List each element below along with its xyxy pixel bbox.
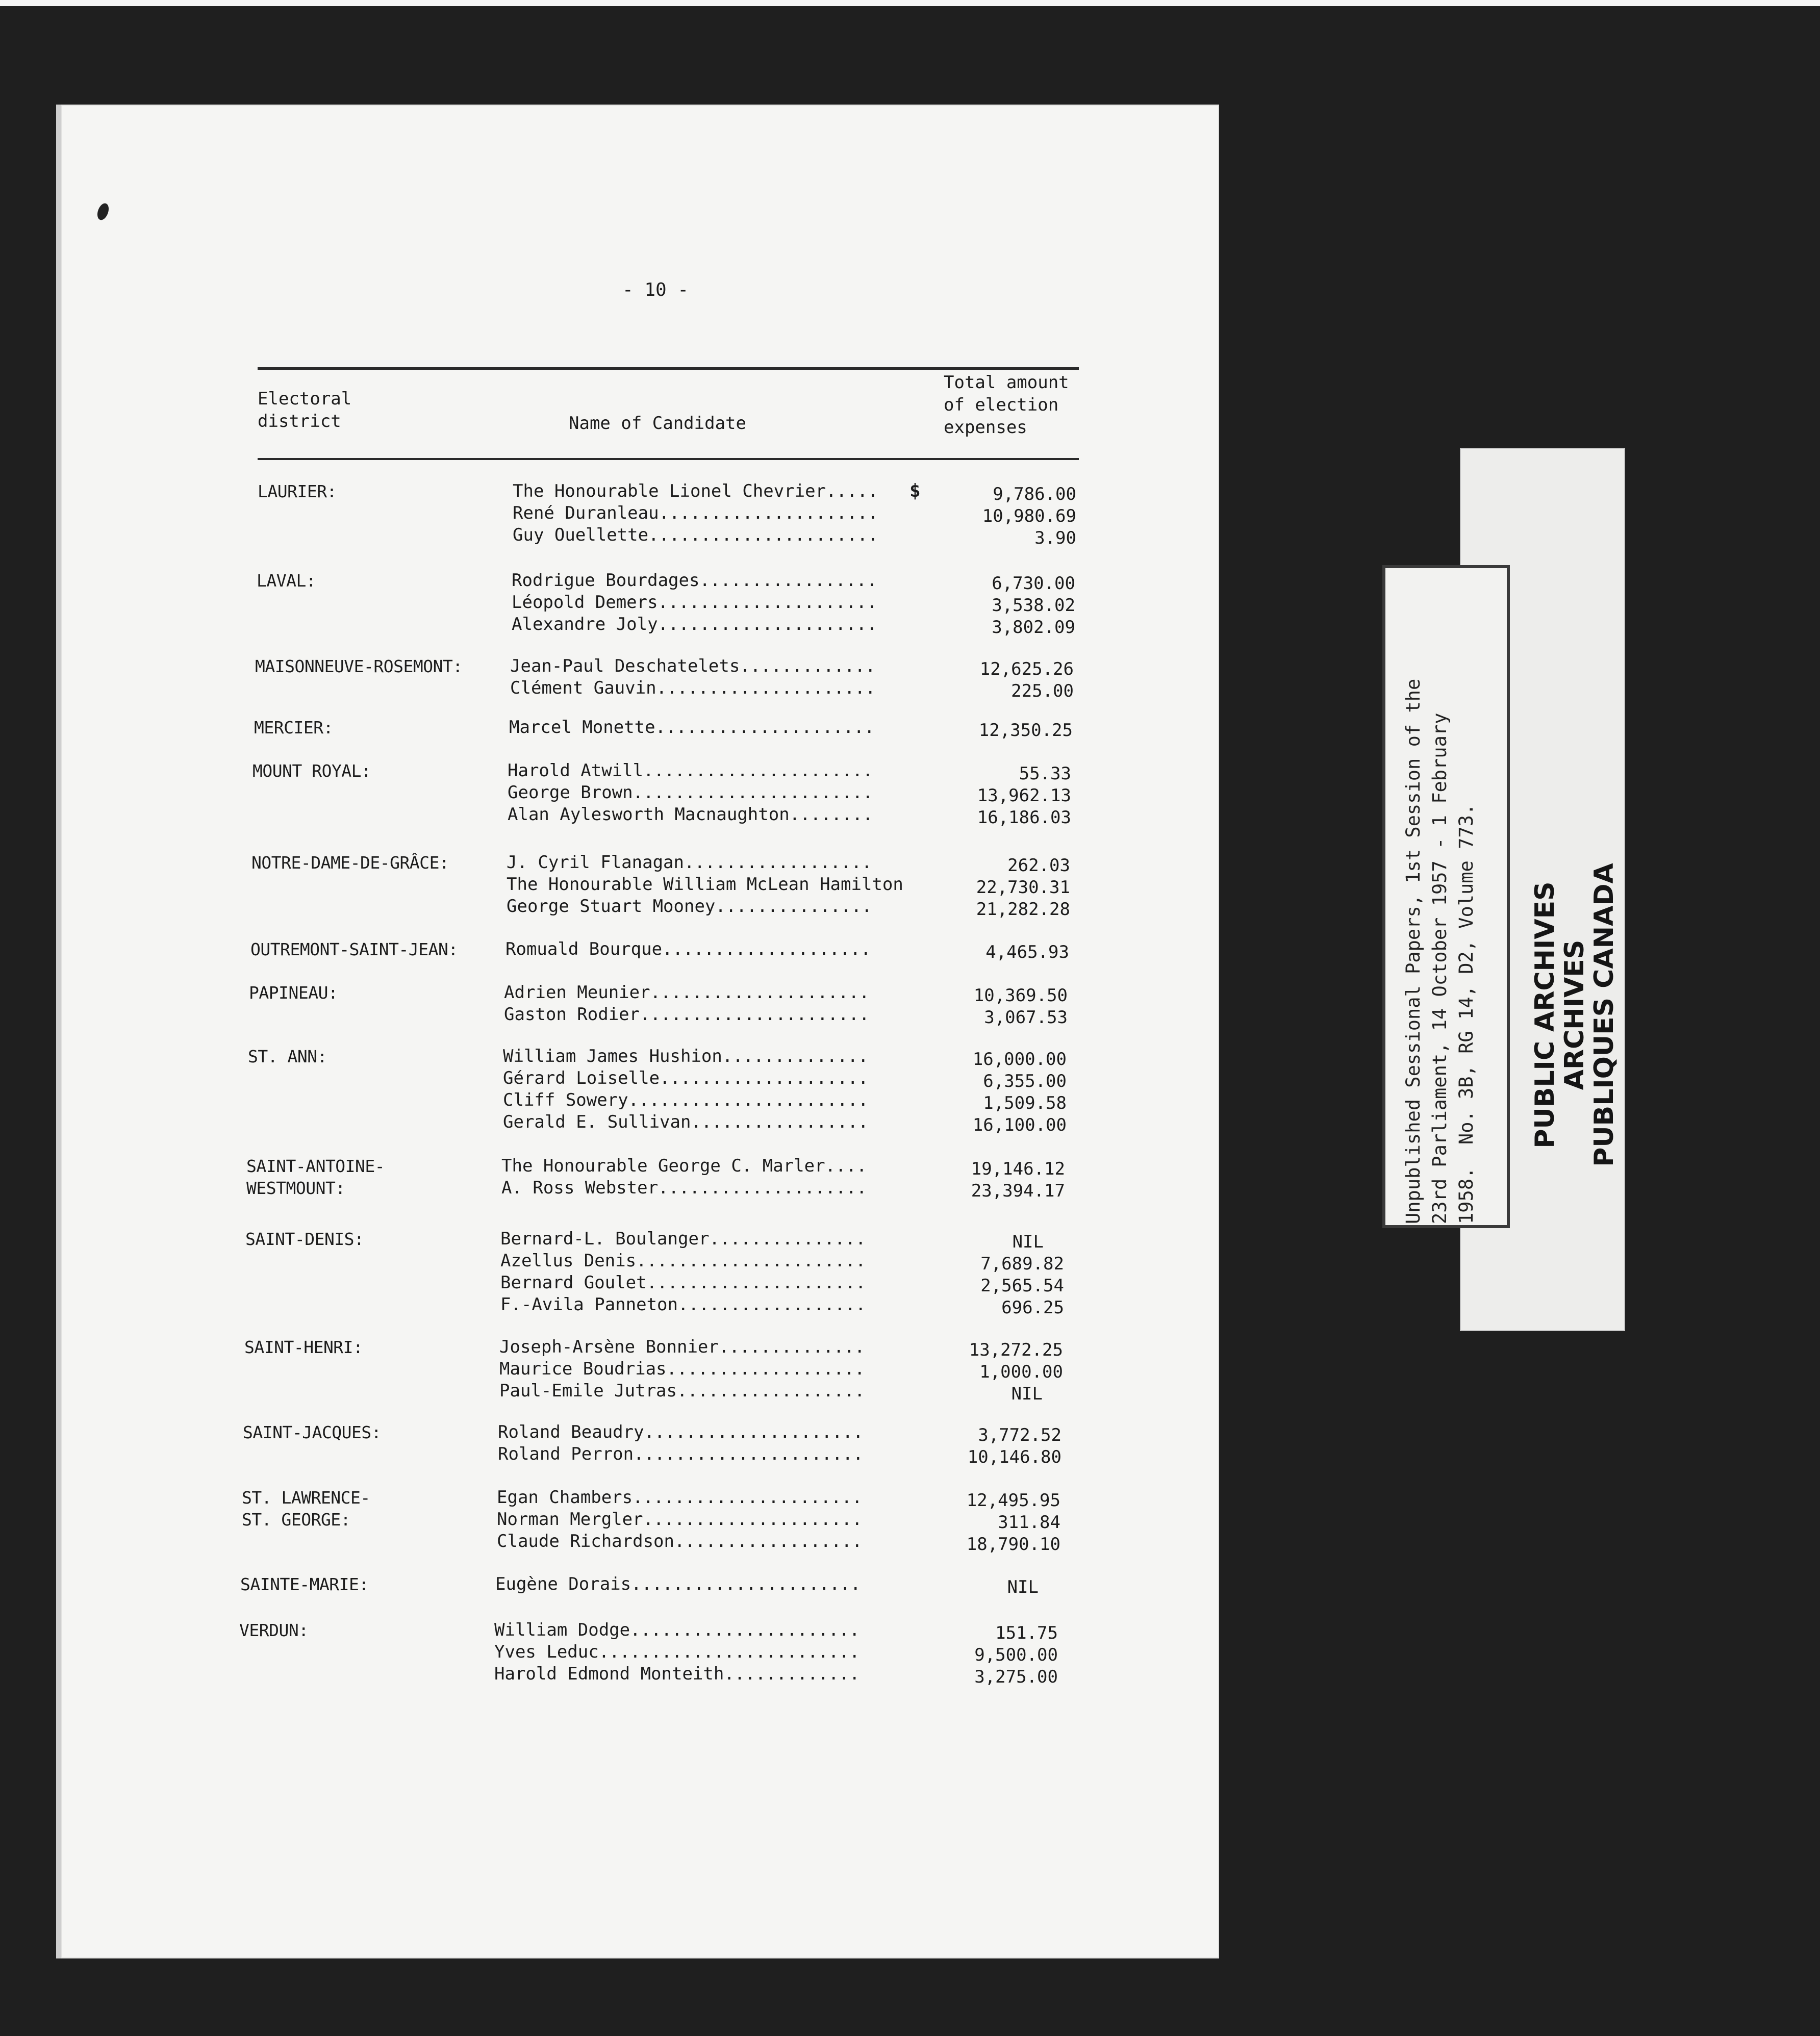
candidate-name: Clément Gauvin.....................: [510, 678, 876, 698]
candidate-name: Eugène Dorais......................: [495, 1574, 861, 1594]
candidate-name: George Stuart Mooney...............: [507, 896, 872, 917]
expense-amount: 18,790.10: [966, 1534, 1060, 1555]
candidate-name: F.-Avila Panneton..................: [500, 1294, 866, 1315]
expense-amount: 22,730.31: [976, 877, 1070, 898]
candidate-name: Roland Perron......................: [498, 1444, 864, 1464]
candidate-name: Gerald E. Sullivan.................: [503, 1112, 869, 1132]
candidate-name: Guy Ouellette......................: [513, 525, 878, 545]
expense-amount: 1,000.00: [979, 1362, 1063, 1382]
candidate-name: Gérard Loiselle....................: [503, 1068, 869, 1088]
expense-amount: 311.84: [998, 1512, 1060, 1533]
expense-amount: 12,350.25: [978, 720, 1073, 741]
candidate-name: The Honourable Lionel Chevrier.....: [513, 481, 878, 501]
candidate-name: Egan Chambers......................: [497, 1487, 863, 1508]
expense-amount: 7,689.82: [980, 1254, 1064, 1274]
expense-amount: NIL: [1011, 1384, 1043, 1404]
candidate-name: The Honourable William McLean Hamilton: [507, 874, 903, 895]
candidate-name: Gaston Rodier......................: [504, 1004, 870, 1025]
candidate-name: A. Ross Webster....................: [501, 1178, 867, 1198]
expense-amount: 19,146.12: [971, 1159, 1065, 1179]
header-electoral-district: Electoral district: [258, 389, 352, 431]
expense-amount: 10,369.50: [973, 985, 1068, 1006]
table-header-rule: [258, 458, 1079, 460]
expense-amount: 3,802.09: [992, 617, 1075, 638]
candidate-name: Adrien Meunier.....................: [504, 982, 870, 1003]
district-name: ST. LAWRENCE- ST. GEORGE:: [242, 1488, 370, 1530]
expense-amount: 9,500.00: [974, 1645, 1058, 1665]
expense-amount: 21,282.28: [976, 899, 1070, 920]
expense-amount: 16,100.00: [972, 1115, 1067, 1135]
candidate-name: Marcel Monette.....................: [509, 717, 875, 737]
candidate-name: René Duranleau.....................: [513, 503, 878, 523]
scan-top-band: [0, 0, 1820, 6]
expense-amount: 6,730.00: [992, 573, 1075, 594]
district-name: SAINT-HENRI:: [244, 1337, 363, 1357]
expense-amount: 6,355.00: [983, 1071, 1067, 1091]
district-name: MERCIER:: [254, 718, 333, 737]
candidate-name: Cliff Sowery.......................: [503, 1090, 869, 1110]
candidate-name: Harold Edmond Monteith.............: [494, 1664, 860, 1684]
expense-amount: 3,772.52: [978, 1425, 1061, 1445]
archive-notation: Unpublished Sessional Papers, 1st Session of the 23rd Parliament, 14 October 1957 - 1 February 1958. No. 3B, RG 14, D2, Volume 773.: [1402, 678, 1477, 1224]
page-number: - 10 -: [622, 279, 689, 300]
expense-amount: 225.00: [1011, 681, 1074, 701]
expense-amount: 13,272.25: [969, 1340, 1063, 1360]
expense-amount: 696.25: [1001, 1297, 1064, 1318]
candidate-name: Norman Mergler.....................: [497, 1509, 863, 1530]
candidate-name: Harold Atwill......................: [508, 760, 873, 781]
expense-amount: 3,275.00: [974, 1667, 1058, 1687]
expense-amount: 12,495.95: [966, 1490, 1060, 1511]
candidate-name: Roland Beaudry.....................: [498, 1422, 864, 1442]
expense-amount: 23,394.17: [971, 1181, 1065, 1201]
candidate-name: Claude Richardson..................: [497, 1531, 863, 1551]
candidate-name: Bernard Goulet.....................: [500, 1272, 866, 1293]
district-name: SAINTE-MARIE:: [240, 1574, 369, 1594]
expense-amount: NIL: [1007, 1577, 1039, 1597]
expense-amount: NIL: [1012, 1232, 1044, 1252]
expense-amount: 9,786.00: [993, 484, 1076, 504]
district-name: MOUNT ROYAL:: [252, 761, 371, 781]
candidate-name: Bernard-L. Boulanger...............: [500, 1229, 866, 1249]
currency-symbol: $: [909, 480, 921, 501]
expense-amount: 10,146.80: [967, 1447, 1061, 1467]
candidate-name: Joseph-Arsène Bonnier..............: [499, 1337, 865, 1357]
candidate-name: Léopold Demers.....................: [512, 592, 877, 613]
candidate-name: William James Hushion..............: [503, 1046, 869, 1066]
header-total-expenses: Total amount of election expenses: [944, 372, 1069, 438]
district-name: LAVAL:: [257, 571, 316, 591]
expense-amount: 10,980.69: [982, 506, 1076, 526]
district-name: SAINT-DENIS:: [245, 1229, 364, 1249]
district-name: ST. ANN:: [248, 1047, 327, 1066]
candidate-name: George Brown.......................: [508, 782, 873, 803]
header-name-of-candidate: Name of Candidate: [569, 413, 746, 434]
expense-amount: 262.03: [1007, 855, 1070, 876]
expense-amount: 151.75: [995, 1623, 1058, 1643]
district-name: MAISONNEUVE-ROSEMONT:: [255, 656, 463, 676]
candidate-name: Alexandre Joly.....................: [512, 614, 877, 634]
candidate-name: Romuald Bourque....................: [505, 939, 871, 959]
archive-stamp: PUBLIC ARCHIVES ARCHIVES PUBLIQUES CANADA: [1530, 863, 1620, 1167]
district-name: SAINT-JACQUES:: [243, 1422, 382, 1442]
candidate-name: Paul-Emile Jutras..................: [499, 1381, 865, 1401]
expense-amount: 1,509.58: [983, 1093, 1067, 1113]
expense-amount: 2,565.54: [980, 1276, 1064, 1296]
district-name: OUTREMONT-SAINT-JEAN:: [250, 939, 458, 959]
expense-amount: 3.90: [1034, 528, 1076, 548]
district-name: SAINT-ANTOINE- WESTMOUNT:: [246, 1156, 385, 1198]
expense-amount: 16,000.00: [972, 1049, 1067, 1070]
candidate-name: Azellus Denis......................: [500, 1251, 866, 1271]
candidate-name: Jean-Paul Deschatelets.............: [510, 656, 876, 676]
candidate-name: J. Cyril Flanagan..................: [507, 852, 872, 873]
district-name: NOTRE-DAME-DE-GRÂCE:: [251, 853, 449, 873]
candidate-name: Maurice Boudrias...................: [499, 1359, 865, 1379]
expense-amount: 3,538.02: [992, 595, 1075, 616]
candidate-name: William Dodge......................: [494, 1620, 860, 1640]
candidate-name: Yves Leduc.........................: [494, 1642, 860, 1662]
district-name: PAPINEAU:: [249, 983, 338, 1003]
candidate-name: Rodrigue Bourdages.................: [512, 570, 877, 591]
candidate-name: The Honourable George C. Marler....: [501, 1156, 867, 1176]
expense-amount: 16,186.03: [977, 807, 1071, 828]
expense-amount: 3,067.53: [984, 1007, 1068, 1028]
candidate-name: Alan Aylesworth Macnaughton........: [508, 804, 873, 825]
district-name: VERDUN:: [239, 1620, 309, 1640]
table-top-rule: [258, 367, 1079, 370]
district-name: LAURIER:: [258, 481, 337, 501]
expense-amount: 4,465.93: [985, 942, 1069, 962]
expense-amount: 13,962.13: [977, 785, 1071, 806]
expense-amount: 55.33: [1019, 764, 1071, 784]
expense-amount: 12,625.26: [979, 659, 1074, 679]
